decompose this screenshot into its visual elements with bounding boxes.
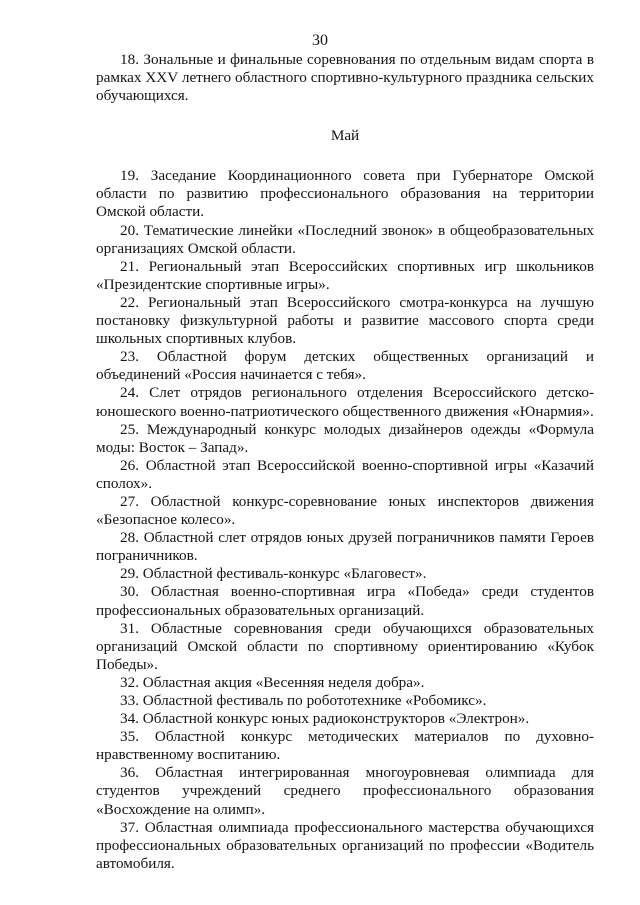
- list-item: 26. Областной этап Всероссийской военно-спортивной игры «Казачий сполох».: [96, 456, 594, 492]
- section-heading: Май: [330, 127, 360, 145]
- list-item: 36. Областная интегрированная многоуровневая олимпиада для студентов учреждений среднего профессионального образования «Восхождение на олимп».: [96, 764, 594, 818]
- list-item: 28. Областной слет отрядов юных друзей пограничников памяти Героев пограничников.: [96, 529, 594, 565]
- list-item: 20. Тематические линейки «Последний звонок» в общеобразовательных организациях Омской области.: [96, 221, 594, 257]
- list-item: 23. Областной форум детских общественных организаций и объединений «Россия начинается с тебя».: [96, 348, 594, 384]
- list-item: 33. Областной фестиваль по робототехнике «Робомикс».: [120, 692, 487, 709]
- list-item: 30. Областная военно-спортивная игра «Победа» среди студентов профессиональных образовательных организаций.: [96, 583, 594, 619]
- list-item: 31. Областные соревнования среди обучающихся образовательных организаций Омской области по спортивному ориентированию «Кубок Победы».: [96, 619, 594, 673]
- list-item: 24. Слет отрядов регионального отделения Всероссийского детско-юношеского военно-патриотического общественного движения «Юнармия».: [96, 384, 594, 420]
- list-item: 34. Областной конкурс юных радиоконструкторов «Электрон».: [120, 710, 530, 728]
- list-item: 21. Региональный этап Всероссийских спортивных игр школьников «Президентские спортивные игры».: [96, 257, 594, 293]
- list-item: 37. Областная олимпиада профессионального мастерства обучающихся профессиональных образовательных организаций по профессии «Водитель автомобиля.: [96, 818, 594, 872]
- list-item: 35. Областной конкурс методических материалов по духовно-нравственному воспитанию.: [96, 728, 594, 764]
- list-item: 27. Областной конкурс-соревнование юных инспекторов движения «Безопасное колесо».: [96, 492, 594, 529]
- list-item: 22. Региональный этап Всероссийского смотра-конкурса на лучшую постановку физкультурной работы и развитие массового спорта среди школьных спортивных клубов.: [96, 293, 594, 348]
- list-item: 32. Областная акция «Весенняя неделя добра».: [120, 673, 425, 691]
- list-item: 25. Международный конкурс молодых дизайнеров одежды «Формула моды: Восток – Запад».: [96, 420, 594, 456]
- list-item: 29. Областной фестиваль-конкурс «Благовест».: [120, 565, 427, 583]
- list-item: 18. Зональные и финальные соревнования по отдельным видам спорта в рамках XXV летнего областного спортивно-культурного праздника сельских обучающихся.: [96, 51, 594, 105]
- document-body: [96, 51, 594, 873]
- list-item: 19. Заседание Координационного совета при Губернаторе Омской области по развитию профессионального образования на территории Омской области.: [96, 167, 594, 221]
- page-number: 30: [312, 32, 328, 49]
